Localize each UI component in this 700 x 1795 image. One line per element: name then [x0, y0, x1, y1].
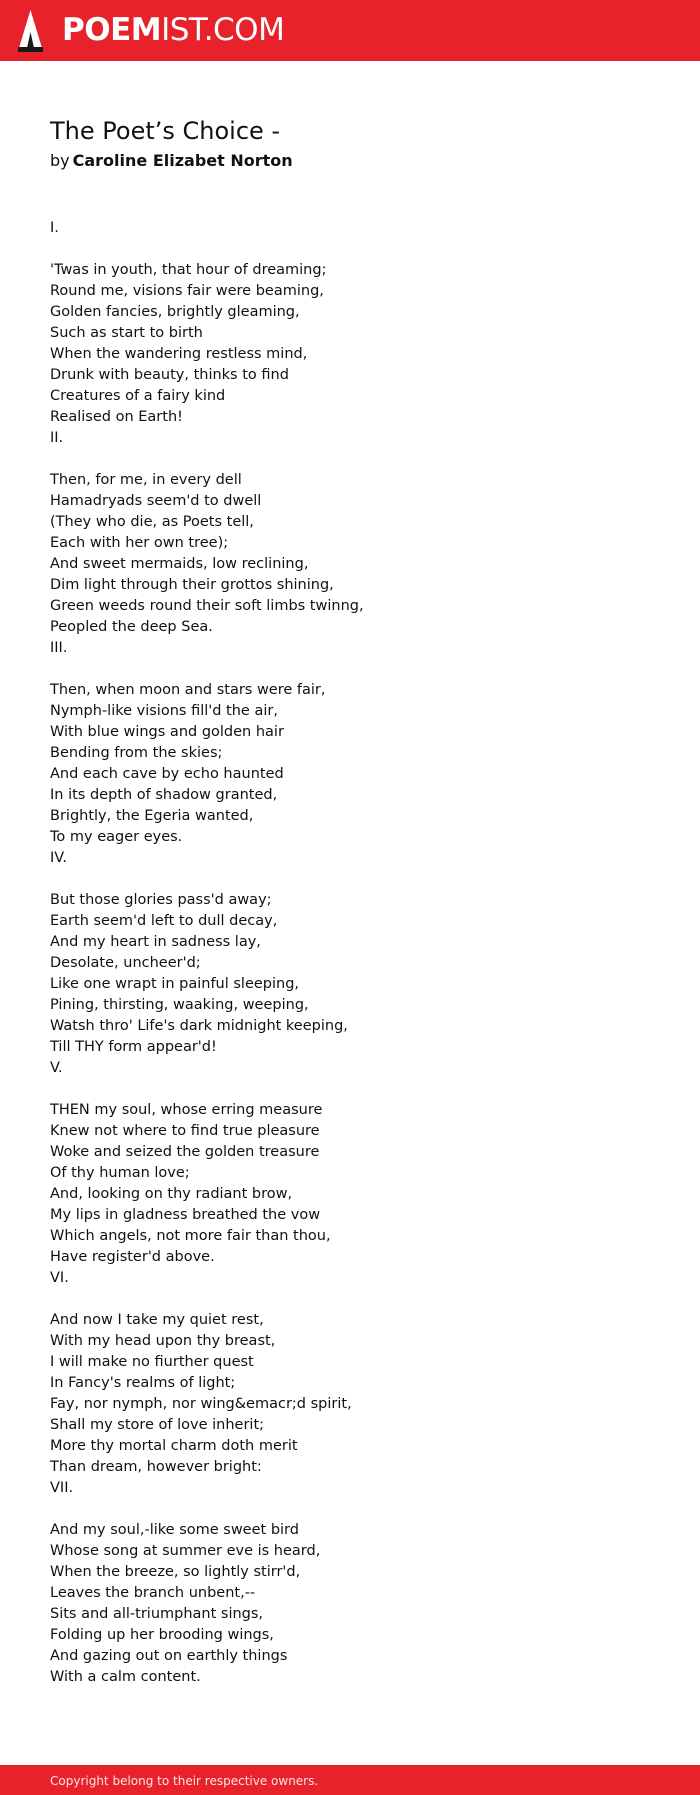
poem-line: Then, when moon and stars were fair,: [50, 682, 326, 698]
stanza-spacer: [50, 659, 650, 680]
poem-line: 'Twas in youth, that hour of dreaming;: [50, 262, 327, 278]
poem-line: Whose song at summer eve is heard,: [50, 1543, 321, 1559]
poem-body: [50, 218, 650, 1688]
poem-line: And my heart in sadness lay,: [50, 934, 261, 950]
poem-line: THEN my soul, whose erring measure: [50, 1102, 323, 1118]
poem-title: The Poet’s Choice -: [50, 117, 281, 145]
site-header: [0, 0, 700, 61]
stanza-spacer: [50, 1499, 650, 1520]
pen-nib-icon: [18, 10, 43, 52]
stanza-spacer: [50, 239, 650, 260]
poem-line: And, looking on thy radiant brow,: [50, 1186, 293, 1202]
poem-line: Golden fancies, brightly gleaming,: [50, 304, 300, 320]
brand-name: [62, 12, 285, 48]
poem-line: My lips in gladness breathed the vow: [50, 1207, 321, 1223]
brand-name-light: IST.COM: [161, 12, 285, 48]
poem-header: [50, 112, 650, 172]
poem-line: Till THY form appear'd!: [50, 1039, 217, 1055]
brand-name-strong: POEM: [62, 12, 162, 48]
poem-line: Peopled the deep Sea.: [50, 619, 213, 635]
poem-line: When the breeze, so lightly stirr'd,: [50, 1564, 301, 1580]
poem-line: Then, for me, in every dell: [50, 472, 242, 488]
poem-line: And my soul,-like some sweet bird: [50, 1522, 299, 1538]
poem-line: Woke and seized the golden treasure: [50, 1144, 320, 1160]
poem-line: When the wandering restless mind,: [50, 346, 308, 362]
poem-line: (They who die, as Poets tell,: [50, 514, 254, 530]
stanza-numeral: II.: [50, 430, 64, 446]
stanza-spacer: [50, 1079, 650, 1100]
poem-line: Each with her own tree);: [50, 535, 229, 551]
poem-line: Of thy human love;: [50, 1165, 190, 1181]
stanza-spacer: [50, 869, 650, 890]
by-prefix: by: [50, 151, 70, 170]
poem-line: Knew not where to find true pleasure: [50, 1123, 320, 1139]
poem-line: Green weeds round their soft limbs twinng,: [50, 598, 364, 614]
poem-line: Earth seem'd left to dull decay,: [50, 913, 278, 929]
poem-line: With my head upon thy breast,: [50, 1333, 276, 1349]
site-logo-link[interactable]: [18, 10, 284, 52]
poem-line: With a calm content.: [50, 1669, 201, 1685]
poem-line: In Fancy's realms of light;: [50, 1375, 236, 1391]
poem-line: More thy mortal charm doth merit: [50, 1438, 298, 1454]
poem-line: And sweet mermaids, low reclining,: [50, 556, 309, 572]
poem-line: With blue wings and golden hair: [50, 724, 284, 740]
poem-line: Bending from the skies;: [50, 745, 223, 761]
poem-line: In its depth of shadow granted,: [50, 787, 278, 803]
poem-line: Leaves the branch unbent,--: [50, 1585, 256, 1601]
poem-line: Pining, thirsting, waaking, weeping,: [50, 997, 309, 1013]
stanza-numeral: V.: [50, 1060, 63, 1076]
stanza-numeral: VII.: [50, 1480, 74, 1496]
stanza-spacer: [50, 449, 650, 470]
poem-line: Fay, nor nymph, nor wing&emacr;d spirit,: [50, 1396, 352, 1412]
poem-line: And now I take my quiet rest,: [50, 1312, 264, 1328]
poem-line: Drunk with beauty, thinks to find: [50, 367, 289, 383]
copyright-notice: Copyright belong to their respective owners.: [50, 1774, 319, 1788]
poem-line: Such as start to birth: [50, 325, 203, 341]
poem-line: Desolate, uncheer'd;: [50, 955, 201, 971]
poem-line: And gazing out on earthly things: [50, 1648, 288, 1664]
poem-line: Like one wrapt in painful sleeping,: [50, 976, 300, 992]
poem-line: Watsh thro' Life's dark midnight keeping,: [50, 1018, 348, 1034]
stanza-numeral: III.: [50, 640, 68, 656]
poem-line: Brightly, the Egeria wanted,: [50, 808, 254, 824]
poem-line: Round me, visions fair were beaming,: [50, 283, 324, 299]
poem-line: Than dream, however bright:: [50, 1459, 262, 1475]
poem-line: Creatures of a fairy kind: [50, 388, 226, 404]
poem-line: I will make no fiurther quest: [50, 1354, 254, 1370]
stanza-numeral: VI.: [50, 1270, 69, 1286]
author-name: Caroline Elizabet Norton: [72, 151, 293, 170]
stanza-numeral: IV.: [50, 850, 67, 866]
site-footer: [0, 1765, 700, 1795]
stanza-spacer: [50, 1289, 650, 1310]
poem-line: Folding up her brooding wings,: [50, 1627, 274, 1643]
stanza-numeral: I.: [50, 220, 59, 236]
poem-line: Hamadryads seem'd to dwell: [50, 493, 262, 509]
poem-line: Have register'd above.: [50, 1249, 215, 1265]
poem-line: Sits and all-triumphant sings,: [50, 1606, 264, 1622]
poem-line: To my eager eyes.: [50, 829, 183, 845]
poem-line: Realised on Earth!: [50, 409, 183, 425]
poem-line: Which angels, not more fair than thou,: [50, 1228, 331, 1244]
poem-line: And each cave by echo haunted: [50, 766, 284, 782]
poem-line: Dim light through their grottos shining,: [50, 577, 334, 593]
byline: [50, 150, 650, 172]
poem-line: Shall my store of love inherit;: [50, 1417, 265, 1433]
poem-line: But those glories pass'd away;: [50, 892, 272, 908]
poem-line: Nymph-like visions fill'd the air,: [50, 703, 278, 719]
